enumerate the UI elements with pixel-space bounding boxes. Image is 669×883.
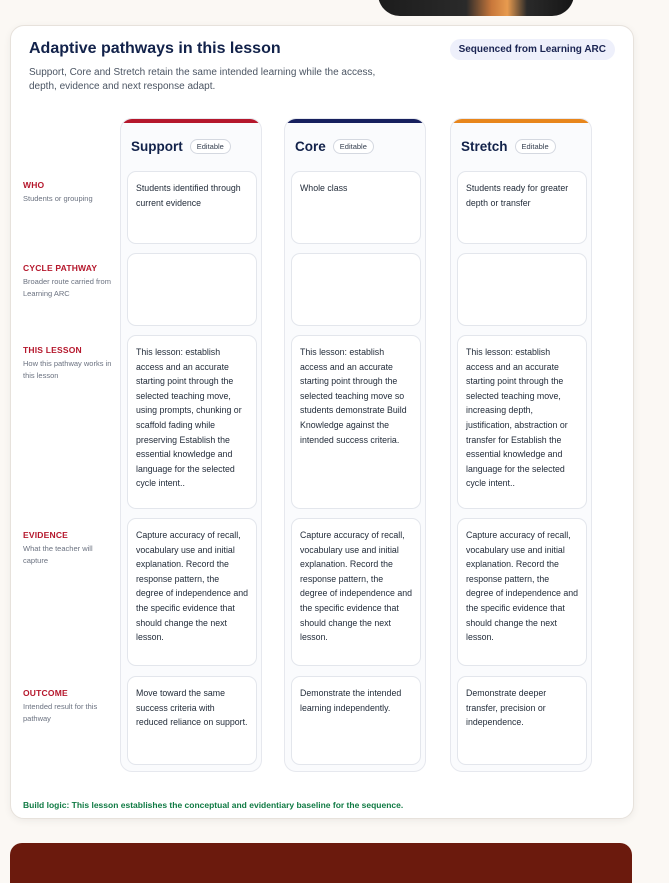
who-cell[interactable]: Students identified through current evidence (127, 171, 257, 244)
row-key: THIS LESSON (23, 345, 82, 355)
column-accent-bar (285, 119, 425, 123)
cycle-pathway-cell[interactable] (291, 253, 421, 326)
evidence-cell[interactable]: Capture accuracy of recall, vocabulary use and initial explanation. Record the response pattern, the degree of independence and the specific evidence that should change the next lesson. (127, 518, 257, 666)
column-title: Stretch (461, 139, 508, 154)
column-accent-bar (121, 119, 261, 123)
row-desc: How this pathway works in this lesson (23, 359, 112, 380)
this-lesson-cell[interactable]: This lesson: establish access and an accurate starting point through the selected teaching move, increasing depth, justification, abstraction or transfer for Establish the essential knowledge and language for the selected cycle intent.. (457, 335, 587, 509)
outcome-cell[interactable]: Move toward the same success criteria with reduced reliance on support. (127, 676, 257, 765)
section-subtitle: Support, Core and Stretch retain the same intended learning while the access, depth, evidence and next response adapt. (29, 67, 376, 92)
row-label-who (23, 180, 119, 205)
pathway-column-support (120, 118, 262, 772)
editable-button[interactable]: Editable (333, 139, 374, 154)
profile-photo-fragment (378, 0, 574, 16)
this-lesson-cell[interactable]: This lesson: establish access and an accurate starting point through the selected teaching move so students demonstrate Build Knowledge against the intended success criteria. (291, 335, 421, 509)
section-title: Adaptive pathways in this lesson (29, 40, 281, 57)
column-title: Support (131, 139, 183, 154)
column-header (295, 139, 374, 154)
column-title: Core (295, 139, 326, 154)
column-header (131, 139, 231, 154)
outcome-cell[interactable]: Demonstrate the intended learning independently. (291, 676, 421, 765)
row-label-outcome (23, 688, 119, 725)
editable-button[interactable]: Editable (515, 139, 556, 154)
cycle-pathway-cell[interactable] (127, 253, 257, 326)
row-key: OUTCOME (23, 688, 68, 698)
row-label-this-lesson (23, 345, 119, 382)
row-desc: What the teacher will capture (23, 544, 93, 565)
evidence-cell[interactable]: Capture accuracy of recall, vocabulary use and initial explanation. Record the response pattern, the degree of independence and the specific evidence that should change the next lesson. (291, 518, 421, 666)
outcome-cell[interactable]: Demonstrate deeper transfer, precision or independence. (457, 676, 587, 765)
column-header (461, 139, 556, 154)
cycle-pathway-cell[interactable] (457, 253, 587, 326)
build-logic-note: Build logic: This lesson establishes the conceptual and evidentiary baseline for the sequence. (23, 800, 404, 810)
who-cell[interactable]: Students ready for greater depth or transfer (457, 171, 587, 244)
next-section-banner (10, 843, 632, 883)
row-desc: Students or grouping (23, 194, 93, 203)
row-key: CYCLE PATHWAY (23, 263, 98, 273)
evidence-cell[interactable]: Capture accuracy of recall, vocabulary use and initial explanation. Record the response pattern, the degree of independence and the specific evidence that should change the next lesson. (457, 518, 587, 666)
editable-button[interactable]: Editable (190, 139, 231, 154)
row-key: EVIDENCE (23, 530, 69, 540)
pathway-column-stretch (450, 118, 592, 772)
this-lesson-cell[interactable]: This lesson: establish access and an accurate starting point through the selected teaching move, using prompts, chunking or scaffold fading while preserving Establish the essential knowledge and language for the selected cycle intent.. (127, 335, 257, 509)
row-label-evidence (23, 530, 119, 567)
adaptive-pathways-card (10, 25, 634, 819)
row-desc: Broader route carried from Learning ARC (23, 277, 111, 298)
row-label-cycle-pathway (23, 263, 119, 300)
column-accent-bar (451, 119, 591, 123)
sequenced-badge: Sequenced from Learning ARC (450, 39, 615, 60)
who-cell[interactable]: Whole class (291, 171, 421, 244)
row-desc: Intended result for this pathway (23, 702, 98, 723)
row-key: WHO (23, 180, 45, 190)
pathway-column-core (284, 118, 426, 772)
